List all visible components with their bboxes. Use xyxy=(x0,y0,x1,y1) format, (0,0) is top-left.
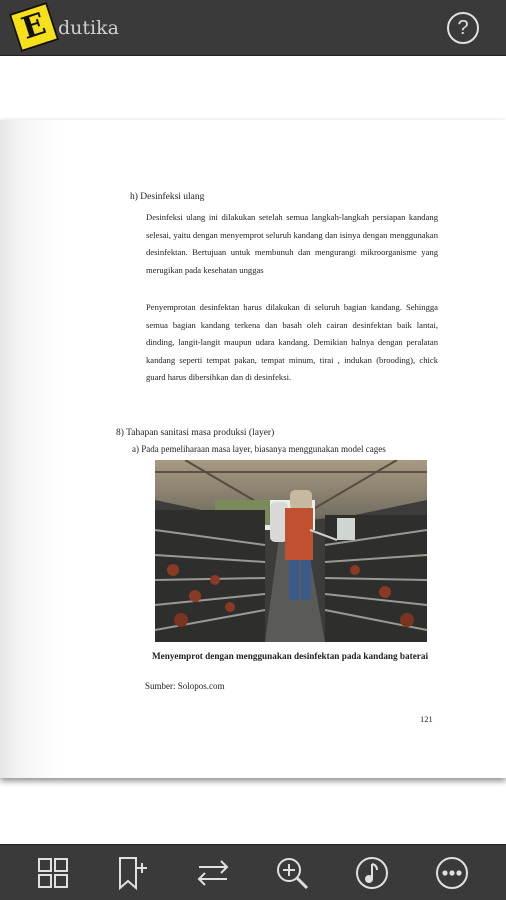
zoom-in-icon[interactable] xyxy=(274,855,310,891)
figure-caption: Menyemprot dengan menggunakan desinfektan pada kandang baterai xyxy=(151,651,428,661)
grid-icon[interactable] xyxy=(35,855,71,891)
bottom-toolbar xyxy=(0,844,506,900)
music-icon[interactable] xyxy=(354,855,390,891)
section-heading-h: h) Desinfeksi ulang xyxy=(130,192,205,202)
document-viewer[interactable] xyxy=(0,56,506,844)
app-logo xyxy=(9,2,59,52)
bookmark-add-icon[interactable] xyxy=(114,855,150,891)
swap-icon[interactable] xyxy=(195,855,231,891)
poultry-cage-photo xyxy=(155,460,427,642)
help-icon[interactable]: ? xyxy=(447,12,479,44)
more-icon[interactable] xyxy=(434,855,470,891)
list-item-a: a) Pada pemeliharaan masa layer, biasanya menggunakan model cages xyxy=(132,444,386,454)
paragraph-1: Desinfeksi ulang ini dilakukan setelah semua langkah-langkah persiapan kandang selesai, yaitu dengan menyemprot seluruh kandang dan isinya dengan menggunakan desinfektan. Bertujuan untuk membunuh dan mengurangi mikroorganisme yang merugikan pada kesehatan unggas xyxy=(146,212,438,275)
section-heading-8: 8) Tahapan sanitasi masa produksi (layer) xyxy=(116,428,275,438)
app-header xyxy=(0,0,506,56)
document-page xyxy=(0,120,506,778)
paragraph-2: Penyemprotan desinfektan harus dilakukan di seluruh bagian kandang. Sehingga semua bagian kandang terkena dan basah oleh cairan desinfektan baik lantai, dinding, langit-langit maupun udara kandang. Demikian halnya dengan peralatan kandang seperti tempat pakan, tempat minum, tirai , indukan (brooding), chick guard harus dibersihkan dan di desinfeksi. xyxy=(146,302,438,383)
page-number: 121 xyxy=(420,714,433,724)
figure-source: Sumber: Solopos.com xyxy=(145,681,225,691)
logo-letter: E xyxy=(17,6,51,47)
app-title: dutika xyxy=(58,17,119,39)
